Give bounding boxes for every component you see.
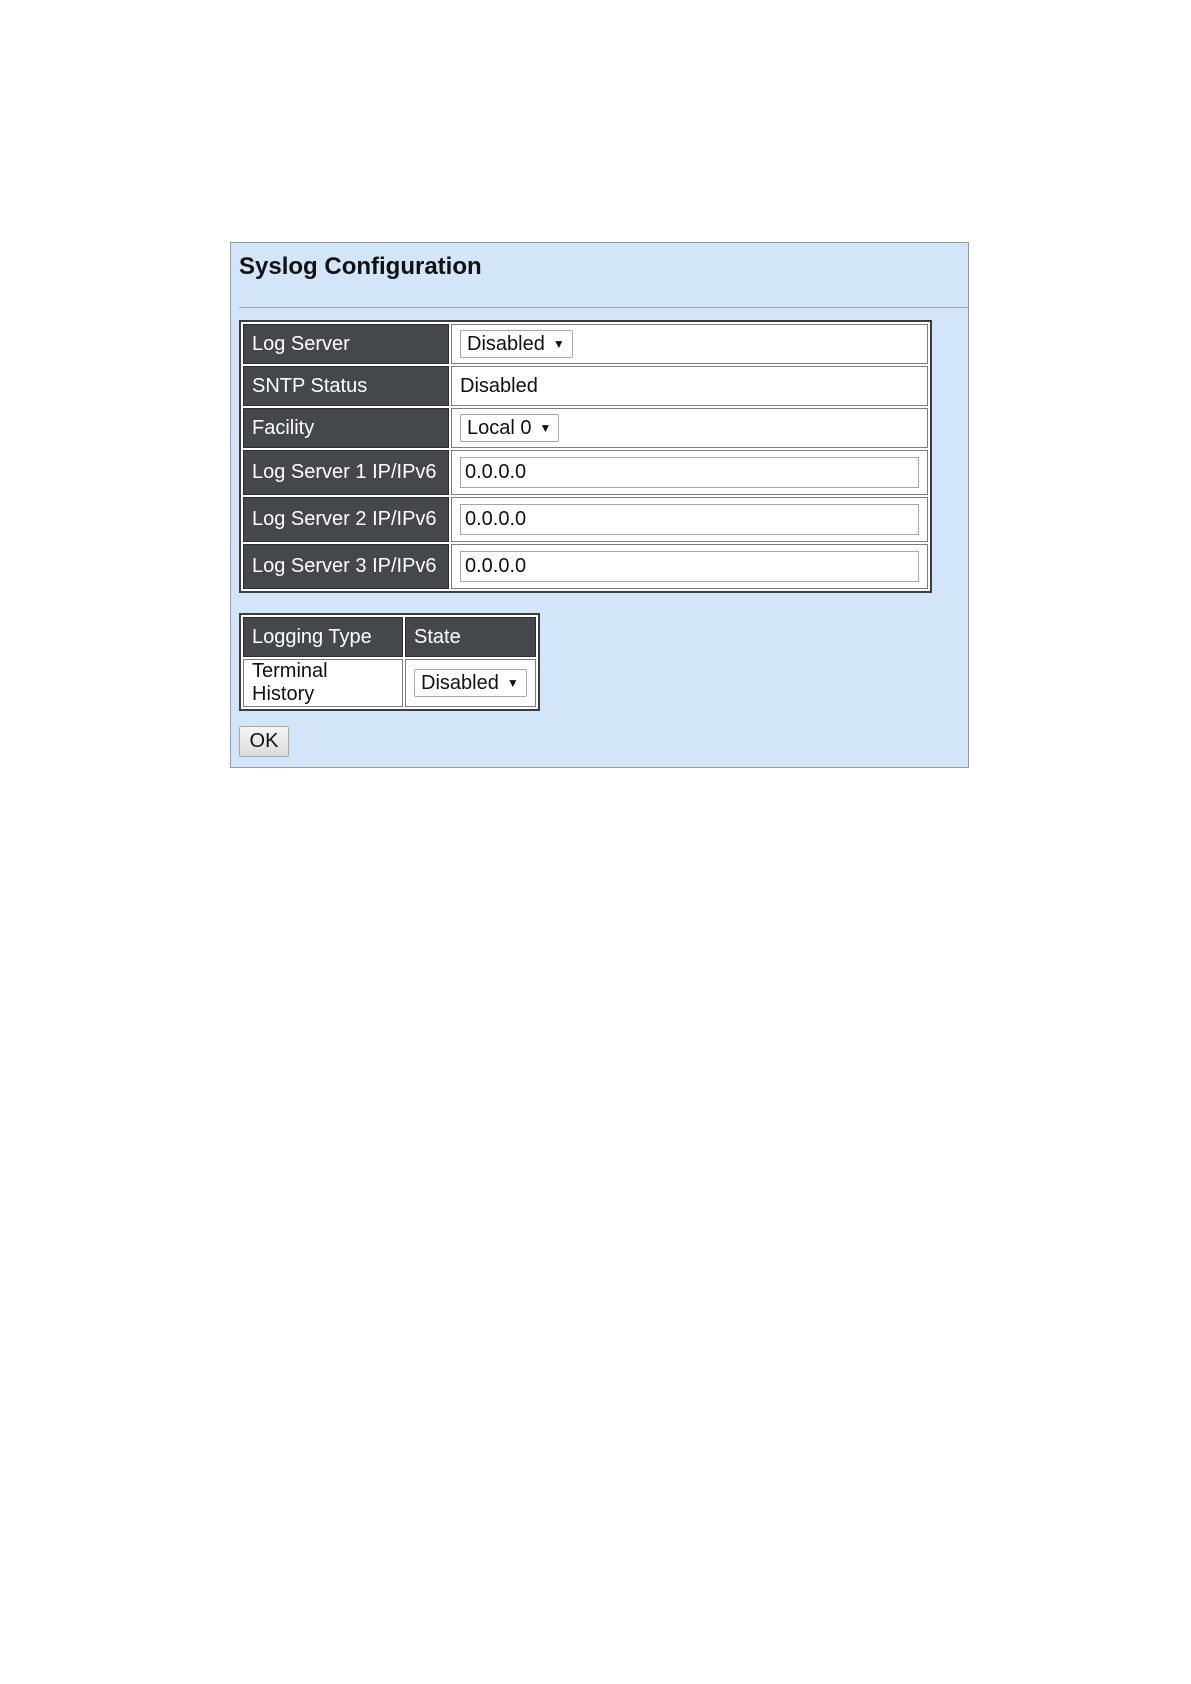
terminal-history-state-value: Disabled [421, 671, 499, 694]
facility-select-value: Local 0 [467, 416, 532, 439]
table-row [243, 659, 536, 707]
ok-button[interactable]: OK [239, 726, 289, 757]
log-server-label: Log Server [243, 324, 449, 364]
state-column-header: State [405, 617, 536, 657]
log-server-1-cell [451, 450, 928, 495]
log-server-2-label: Log Server 2 IP/IPv6 [243, 497, 449, 542]
log-server-1-label: Log Server 1 IP/IPv6 [243, 450, 449, 495]
logging-table-header [243, 617, 536, 657]
facility-label: Facility [243, 408, 449, 448]
logging-type-column-header: Logging Type [243, 617, 403, 657]
page-title: Syslog Configuration [239, 253, 482, 280]
log-server-3-input[interactable] [460, 551, 919, 582]
log-server-2-row [243, 497, 928, 542]
sntp-status-row [243, 366, 928, 406]
syslog-settings-table [239, 320, 932, 593]
sntp-status-label: SNTP Status [243, 366, 449, 406]
log-server-select[interactable] [460, 330, 573, 358]
facility-cell [451, 408, 928, 448]
sntp-status-cell [451, 366, 928, 406]
syslog-configuration-panel [230, 242, 969, 768]
terminal-history-state-select[interactable] [414, 669, 527, 697]
log-server-3-cell [451, 544, 928, 589]
log-server-2-input[interactable] [460, 504, 919, 535]
title-divider [239, 307, 968, 308]
state-cell [405, 659, 536, 707]
facility-row [243, 408, 928, 448]
log-server-cell [451, 324, 928, 364]
logging-type-table [239, 613, 540, 711]
log-server-1-row [243, 450, 928, 495]
facility-select[interactable] [460, 414, 559, 442]
sntp-status-value: Disabled [460, 374, 538, 397]
log-server-3-label: Log Server 3 IP/IPv6 [243, 544, 449, 589]
log-server-3-row [243, 544, 928, 589]
logging-type-cell: Terminal History [243, 659, 403, 707]
chevron-down-icon: ▼ [552, 337, 565, 351]
chevron-down-icon: ▼ [506, 676, 519, 690]
log-server-2-cell [451, 497, 928, 542]
log-server-1-input[interactable] [460, 457, 919, 488]
log-server-select-value: Disabled [467, 332, 545, 355]
chevron-down-icon: ▼ [539, 421, 552, 435]
log-server-row [243, 324, 928, 364]
